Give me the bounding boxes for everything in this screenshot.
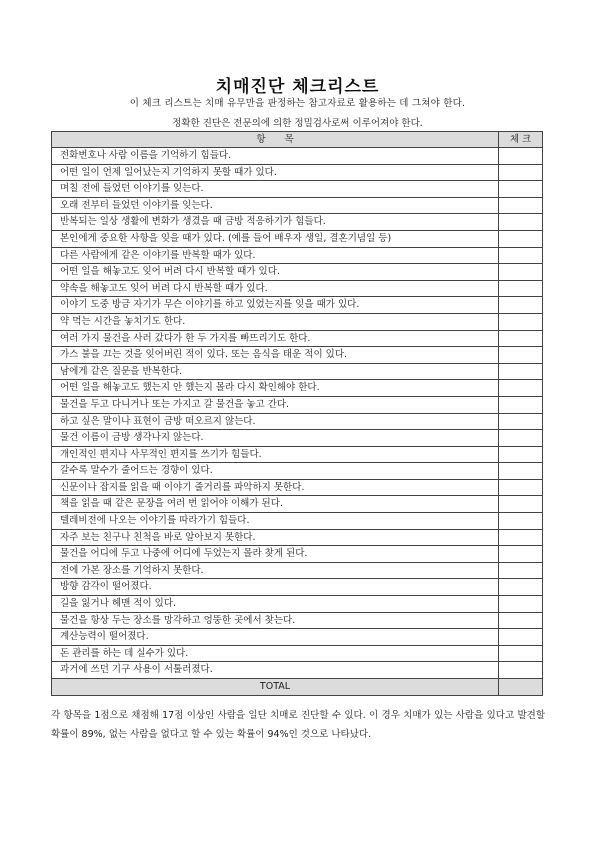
checklist-row xyxy=(52,280,543,297)
checklist-row xyxy=(52,330,543,347)
check-cell[interactable] xyxy=(499,214,543,231)
checklist-item-text: 반복되는 일상 생활에 변화가 생겼을 때 금방 적응하기가 힘들다. xyxy=(52,214,499,231)
check-cell[interactable] xyxy=(499,181,543,198)
checklist-item-text: 가스 불을 끄는 것을 잊어버린 적이 있다. 또는 음식을 태운 적이 있다. xyxy=(52,347,499,364)
checklist-row xyxy=(52,164,543,181)
check-cell[interactable] xyxy=(499,230,543,247)
check-cell[interactable] xyxy=(499,496,543,513)
check-cell[interactable] xyxy=(499,247,543,264)
checklist-row xyxy=(52,612,543,629)
check-cell[interactable] xyxy=(499,645,543,662)
checklist-item-text: 신문이나 잡지를 읽을 때 이야기 줄거리를 파악하지 못한다. xyxy=(52,479,499,496)
checklist-row xyxy=(52,479,543,496)
checklist-row xyxy=(52,363,543,380)
checklist-item-text: 어떤 일을 해놓고도 잊어 버려 다시 반복할 때가 있다. xyxy=(52,264,499,281)
checklist-row xyxy=(52,645,543,662)
checklist-row xyxy=(52,181,543,198)
check-cell[interactable] xyxy=(499,479,543,496)
header-check: 체 크 xyxy=(499,132,543,148)
table-header-row xyxy=(52,132,543,148)
checklist-row xyxy=(52,596,543,613)
checklist-item-text: 개인적인 편지나 사무적인 편지를 쓰기가 힘들다. xyxy=(52,446,499,463)
subtitle-diagnosis-note: 정확한 진단은 전문의에 의한 정밀검사로써 이루어져야 한다. xyxy=(172,118,423,129)
check-cell[interactable] xyxy=(499,546,543,563)
checklist-item-text: 하고 싶은 말이나 표현이 금방 떠오르지 않는다. xyxy=(52,413,499,430)
check-cell[interactable] xyxy=(499,297,543,314)
checklist-item-text: 어떤 일을 해놓고도 했는지 안 했는지 몰라 다시 확인해야 한다. xyxy=(52,380,499,397)
checklist-item-text: 물건을 어디에 두고 나중에 어디에 두었는지 몰라 찾게 된다. xyxy=(52,546,499,563)
checklist-item-text: 어떤 일이 언제 일어났는지 기억하지 못할 때가 있다. xyxy=(52,164,499,181)
checklist-item-text: 오래 전부터 들었던 이야기를 잊는다. xyxy=(52,197,499,214)
check-cell[interactable] xyxy=(499,330,543,347)
total-label: TOTAL xyxy=(52,679,499,696)
check-cell[interactable] xyxy=(499,380,543,397)
check-cell[interactable] xyxy=(499,513,543,530)
checklist-item-text: 계산능력이 떨어졌다. xyxy=(52,629,499,646)
check-cell[interactable] xyxy=(499,629,543,646)
checklist-row xyxy=(52,197,543,214)
check-cell[interactable] xyxy=(499,347,543,364)
check-cell[interactable] xyxy=(499,313,543,330)
check-cell[interactable] xyxy=(499,363,543,380)
checklist-row xyxy=(52,230,543,247)
check-cell[interactable] xyxy=(499,596,543,613)
checklist-item-text: 물건 이름이 금방 생각나지 않는다. xyxy=(52,430,499,447)
checklist-row xyxy=(52,347,543,364)
check-cell[interactable] xyxy=(499,164,543,181)
checklist-row xyxy=(52,513,543,530)
check-cell[interactable] xyxy=(499,197,543,214)
checklist-item-text: 과거에 쓰던 기구 사용이 서툴러졌다. xyxy=(52,662,499,679)
checklist-item-text: 약속을 해놓고도 잊어 버려 다시 반복할 때가 있다. xyxy=(52,280,499,297)
checklist-item-text: 물건을 두고 다니거나 또는 가지고 갈 물건을 놓고 간다. xyxy=(52,396,499,413)
subtitle-usage-note: 이 체크 리스트는 치매 유무만을 판정하는 참고자료로 활용하는 데 그쳐야 한다. xyxy=(129,98,466,109)
checklist-row xyxy=(52,529,543,546)
checklist-item-text: 텔레비전에 나오는 이야기를 따라가기 힘들다. xyxy=(52,513,499,530)
check-cell[interactable] xyxy=(499,396,543,413)
check-cell[interactable] xyxy=(499,579,543,596)
check-cell[interactable] xyxy=(499,612,543,629)
checklist-row xyxy=(52,396,543,413)
check-cell[interactable] xyxy=(499,562,543,579)
checklist-item-text: 본인에게 중요한 사항을 잊을 때가 있다. (예를 들어 배우자 생일, 결혼기념일 등) xyxy=(52,230,499,247)
check-cell[interactable] xyxy=(499,662,543,679)
header-item: 항 목 xyxy=(52,132,499,148)
checklist-item-text: 남에게 같은 질문을 반복한다. xyxy=(52,363,499,380)
checklist-table xyxy=(51,131,543,696)
checklist-row xyxy=(52,413,543,430)
checklist-row xyxy=(52,313,543,330)
check-cell[interactable] xyxy=(499,430,543,447)
page-title: 치매진단 체크리스트 xyxy=(215,77,380,97)
checklist-row xyxy=(52,546,543,563)
checklist-row xyxy=(52,297,543,314)
checklist-item-text: 다른 사람에게 같은 이야기를 반복할 때가 있다. xyxy=(52,247,499,264)
checklist-rows xyxy=(52,148,543,679)
checklist-row xyxy=(52,430,543,447)
checklist-row xyxy=(52,148,543,165)
check-cell[interactable] xyxy=(499,280,543,297)
checklist-row xyxy=(52,264,543,281)
checklist-row xyxy=(52,446,543,463)
checklist-item-text: 여러 가지 물건을 사러 갔다가 한 두 가지를 빠뜨리기도 한다. xyxy=(52,330,499,347)
checklist-row xyxy=(52,247,543,264)
check-cell[interactable] xyxy=(499,463,543,480)
checklist-row xyxy=(52,214,543,231)
checklist-item-text: 전에 가본 장소를 기억하지 못한다. xyxy=(52,562,499,579)
total-row xyxy=(52,679,543,696)
checklist-item-text: 전화번호나 사람 이름을 기억하기 힘들다. xyxy=(52,148,499,165)
total-score-cell[interactable] xyxy=(499,679,543,696)
check-cell[interactable] xyxy=(499,264,543,281)
checklist-row xyxy=(52,579,543,596)
checklist-item-text: 길을 잃거나 헤맨 적이 있다. xyxy=(52,596,499,613)
checklist-row xyxy=(52,629,543,646)
checklist-item-text: 갈수록 말수가 줄어드는 경향이 있다. xyxy=(52,463,499,480)
check-cell[interactable] xyxy=(499,529,543,546)
checklist-item-text: 약 먹는 시간을 놓치기도 한다. xyxy=(52,313,499,330)
checklist-item-text: 자주 보는 친구나 친척을 바로 알아보지 못한다. xyxy=(52,529,499,546)
checklist-row xyxy=(52,562,543,579)
scoring-note: 각 항목을 1점으로 채점해 17점 이상인 사람을 일단 치매로 진단할 수 있다. 이 경우 치매가 있는 사람을 있다고 발견할 확률이 89%, 없는 사람을 없다고 할 수 있는 확률이 94%인 것으로 나타났다. xyxy=(51,710,545,740)
checklist-item-text: 책을 읽을 때 같은 문장을 여러 번 읽어야 이해가 된다. xyxy=(52,496,499,513)
checklist-item-text: 돈 관리를 하는 데 실수가 있다. xyxy=(52,645,499,662)
checklist-row xyxy=(52,463,543,480)
checklist-item-text: 물건을 항상 두는 장소를 망각하고 엉뚱한 곳에서 찾는다. xyxy=(52,612,499,629)
checklist-item-text: 이야기 도중 방금 자기가 무슨 이야기를 하고 있었는지를 잊을 때가 있다. xyxy=(52,297,499,314)
check-cell[interactable] xyxy=(499,446,543,463)
checklist-row xyxy=(52,662,543,679)
checklist-item-text: 며칠 전에 들었던 이야기를 잊는다. xyxy=(52,181,499,198)
check-cell[interactable] xyxy=(499,413,543,430)
checklist-row xyxy=(52,496,543,513)
checklist-item-text: 방향 감각이 떨어졌다. xyxy=(52,579,499,596)
check-cell[interactable] xyxy=(499,148,543,165)
checklist-row xyxy=(52,380,543,397)
